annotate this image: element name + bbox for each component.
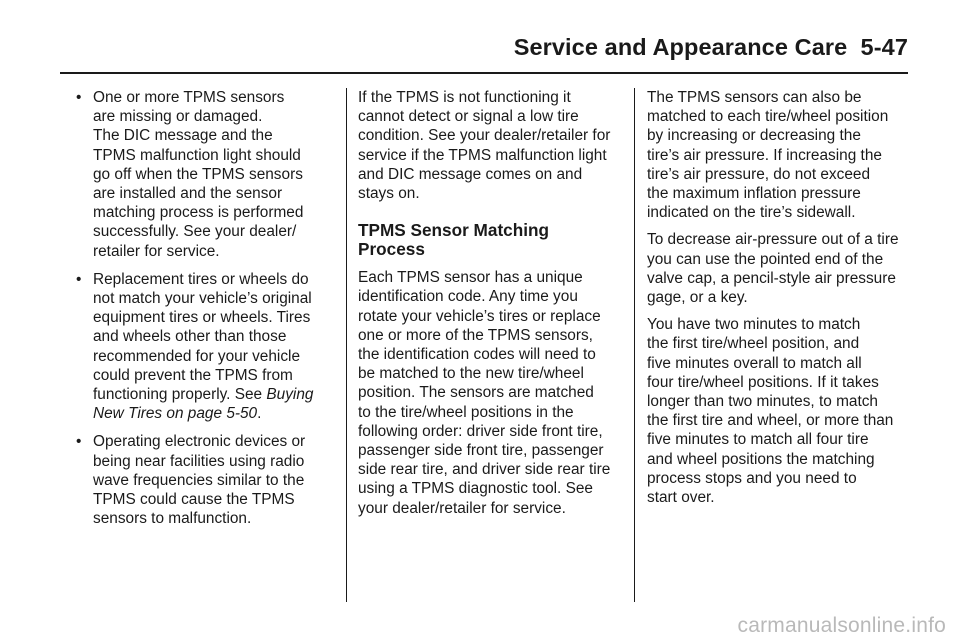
text-line: gage, or a key. — [647, 289, 748, 307]
paragraph — [647, 315, 913, 507]
column-divider-1 — [346, 88, 347, 602]
text-line: being near facilities using radio — [93, 452, 305, 470]
heading-line: TPMS Sensor Matching — [358, 220, 549, 241]
text-line: five minutes to match all four tire — [647, 431, 869, 449]
bullet-item — [74, 88, 336, 261]
column-divider-2 — [634, 88, 635, 602]
text-line: rotate your vehicle’s tires or replace — [358, 307, 601, 325]
text-line: Operating electronic devices or — [93, 433, 306, 451]
text-line: the maximum inflation pressure — [647, 185, 861, 203]
text-fragment: functioning properly. See — [93, 386, 267, 404]
text-line: The TPMS sensors can also be — [647, 89, 862, 106]
text-line: to the tire/wheel positions in the — [358, 403, 574, 421]
heading-line: Process — [358, 239, 425, 260]
text-line: TPMS could cause the TPMS — [93, 491, 295, 509]
paragraph — [647, 88, 913, 222]
text-line: tire’s air pressure. If increasing the — [647, 146, 882, 164]
text-line: and wheels other than those — [93, 328, 287, 346]
header-rule — [60, 72, 908, 74]
text-line: be matched to the new tire/wheel — [358, 365, 584, 383]
column-1 — [74, 88, 336, 537]
paragraph — [358, 88, 624, 203]
text-line: following order: driver side front tire, — [358, 422, 603, 440]
text-line: start over. — [647, 489, 715, 507]
text-line — [93, 404, 336, 423]
page-title: Service and Appearance Care 5-47 — [513, 34, 908, 60]
text-line: identification code. Any time you — [358, 288, 578, 306]
text-line: passenger side front tire, passenger — [358, 442, 604, 460]
text-line: cannot detect or signal a low tire — [358, 108, 579, 126]
text-line: and wheel positions the matching — [647, 450, 875, 468]
text-line: equipment tires or wheels. Tires — [93, 309, 311, 327]
paragraph — [358, 268, 624, 518]
text-line: you can use the pointed end of the — [647, 250, 884, 268]
text-line: by increasing or decreasing the — [647, 127, 861, 145]
text-line: If the TPMS is not functioning it — [358, 89, 571, 106]
bullet-icon: • — [76, 433, 82, 451]
text-line: To decrease air-pressure out of a tire — [647, 231, 899, 249]
text-line: process stops and you need to — [647, 469, 857, 487]
text-line: are missing or damaged. — [93, 108, 263, 126]
text-line: your dealer/retailer for service. — [358, 499, 566, 517]
watermark: carmanualsonline.info — [737, 614, 946, 637]
text-line: longer than two minutes, to match — [647, 393, 878, 411]
text-line: wave frequencies similar to the — [93, 471, 305, 489]
text-line: service if the TPMS malfunction light — [358, 146, 607, 164]
text-line: sensors to malfunction. — [93, 510, 252, 528]
text-line: recommended for your vehicle — [93, 347, 301, 365]
text-line: One or more TPMS sensors — [93, 89, 285, 106]
text-line: side rear tire, and driver side rear tire — [358, 461, 611, 479]
text-line: four tire/wheel positions. If it takes — [647, 373, 879, 391]
text-line: matching process is performed — [93, 204, 304, 222]
text-line: one or more of the TPMS sensors, — [358, 326, 593, 344]
text-line: stays on. — [358, 185, 420, 203]
text-line: the identification codes will need to — [358, 346, 596, 364]
text-line: condition. See your dealer/retailer for — [358, 127, 611, 145]
page-header — [0, 0, 960, 80]
text-fragment: . — [257, 405, 262, 423]
cross-reference-link[interactable]: Buying — [266, 386, 314, 404]
text-line: five minutes overall to match all — [647, 354, 862, 372]
bullet-item — [74, 432, 336, 528]
text-line: the first tire and wheel, or more than — [647, 412, 894, 430]
text-line: the first tire/wheel position, and — [647, 335, 860, 353]
text-line: position. The sensors are matched — [358, 384, 594, 402]
bullet-list — [74, 88, 336, 528]
paragraph — [647, 230, 913, 307]
cross-reference-link-continued[interactable]: New Tires on page 5-50 — [93, 405, 258, 423]
text-line: and DIC message comes on and — [358, 165, 583, 183]
text-line: matched to each tire/wheel position — [647, 108, 889, 126]
text-line: are installed and the sensor — [93, 185, 283, 203]
text-line: successfully. See your dealer/ — [93, 223, 297, 241]
column-2 — [358, 88, 624, 526]
text-line: The DIC message and the — [93, 127, 273, 145]
text-line: Replacement tires or wheels do — [93, 270, 309, 288]
text-line: go off when the TPMS sensors — [93, 165, 303, 183]
column-3 — [647, 88, 913, 515]
text-line: You have two minutes to match — [647, 316, 861, 334]
text-line: using a TPMS diagnostic tool. See — [358, 480, 593, 498]
text-line: indicated on the tire’s sidewall. — [647, 204, 856, 222]
text-line: retailer for service. — [93, 242, 220, 260]
text-line: tire’s air pressure, do not exceed — [647, 165, 870, 183]
section-heading — [358, 221, 624, 259]
text-line: not match your vehicle’s original — [93, 290, 312, 308]
bullet-item — [74, 270, 336, 424]
text-line: TPMS malfunction light should — [93, 146, 301, 164]
bullet-icon: • — [76, 89, 82, 106]
text-line — [93, 385, 336, 404]
text-line: Each TPMS sensor has a unique — [358, 269, 583, 287]
bullet-icon: • — [76, 270, 82, 288]
text-line: could prevent the TPMS from — [93, 366, 293, 384]
text-line: valve cap, a pencil-style air pressure — [647, 269, 896, 287]
